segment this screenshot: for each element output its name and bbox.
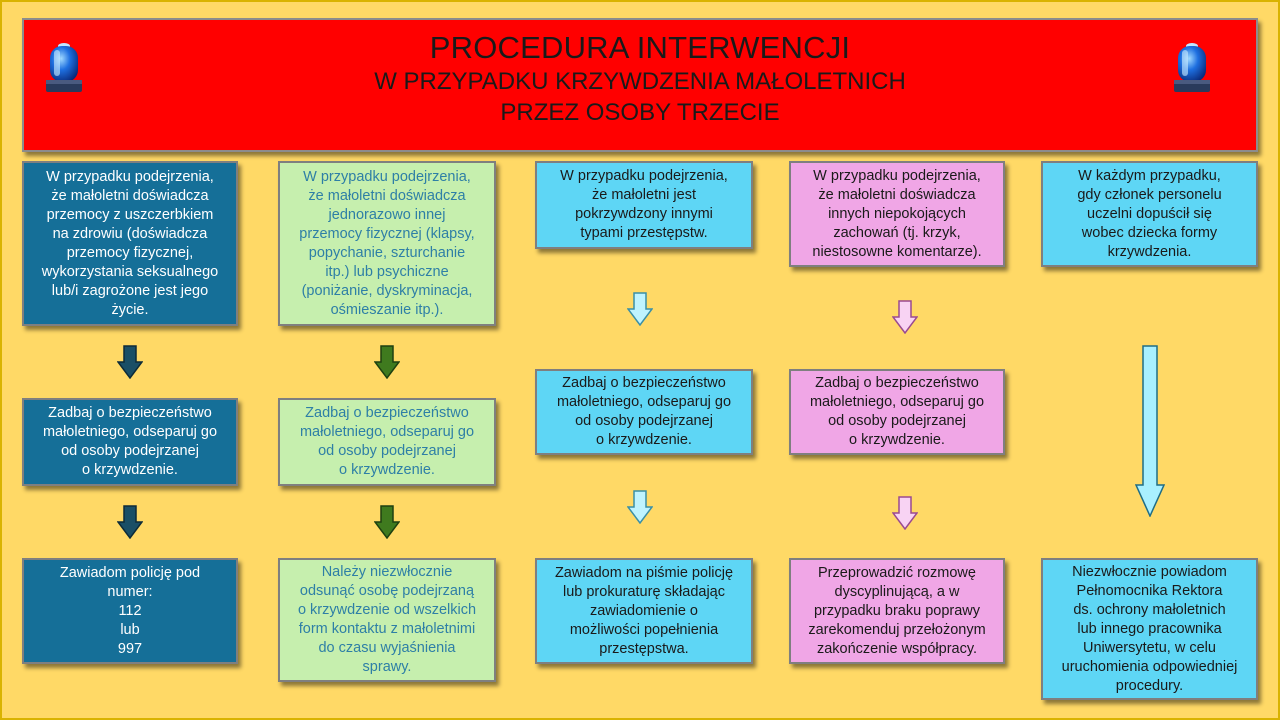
col4-condition-box: W przypadku podejrzenia, że małoletni doświadcza innych niepokojących zachowań (tj. krzyk, niestosowne komentarze). xyxy=(789,161,1005,267)
col1-action-box: Zawiadom policję pod numer: 112 lub 997 xyxy=(22,558,238,664)
siren-icon xyxy=(44,40,84,96)
arrow-down-icon xyxy=(892,496,918,530)
page-title: PROCEDURA INTERWENCJI xyxy=(429,30,851,65)
arrow-down-icon xyxy=(627,490,653,524)
col2-safety-box: Zadbaj o bezpieczeństwo małoletniego, odseparuj go od osoby podejrzanej o krzywdzenie. xyxy=(278,398,496,486)
arrow-down-icon xyxy=(374,345,400,379)
arrow-down-icon xyxy=(374,505,400,539)
col1-safety-box: Zadbaj o bezpieczeństwo małoletniego, odseparuj go od osoby podejrzanej o krzywdzenie. xyxy=(22,398,238,486)
col4-safety-box: Zadbaj o bezpieczeństwo małoletniego, odseparuj go od osoby podejrzanej o krzywdzenie. xyxy=(789,369,1005,455)
col5-action-box: Niezwłocznie powiadom Pełnomocnika Rektora ds. ochrony małoletnich lub innego pracownika Uniwersytetu, w celu uruchomienia odpowiedniej procedury. xyxy=(1041,558,1258,700)
header-banner xyxy=(22,18,1258,152)
col4-action-box: Przeprowadzić rozmowę dyscyplinującą, a w przypadku braku poprawy zarekomenduj przełożonym zakończenie współpracy. xyxy=(789,558,1005,664)
arrow-down-icon xyxy=(117,345,143,379)
arrow-down-icon xyxy=(117,505,143,539)
col1-condition-box: W przypadku podejrzenia, że małoletni doświadcza przemocy z uszczerbkiem na zdrowiu (doświadcza przemocy fizycznej, wykorzystania seksualnego lub/i zagrożone jest jego życie. xyxy=(22,161,238,326)
page-subtitle-line-1: W PRZYPADKU KRZYWDZENIA MAŁOLETNICH xyxy=(374,68,906,95)
col3-action-box: Zawiadom na piśmie policję lub prokuraturę składając zawiadomienie o możliwości popełnienia przestępstwa. xyxy=(535,558,753,664)
col2-action-box: Należy niezwłocznie odsunąć osobę podejrzaną o krzywdzenie od wszelkich form kontaktu z małoletnimi do czasu wyjaśnienia sprawy. xyxy=(278,558,496,682)
arrow-down-icon xyxy=(1135,345,1165,517)
col2-condition-box: W przypadku podejrzenia, że małoletni doświadcza jednorazowo innej przemocy fizycznej (klapsy, popychanie, szturchanie itp.) lub psychiczne (poniżanie, dyskryminacja, ośmieszanie itp.). xyxy=(278,161,496,326)
siren-icon xyxy=(1172,40,1212,96)
arrow-down-icon xyxy=(892,300,918,334)
col5-condition-box: W każdym przypadku, gdy członek personelu uczelni dopuścił się wobec dziecka formy krzywdzenia. xyxy=(1041,161,1258,267)
page-subtitle-line-2: PRZEZ OSOBY TRZECIE xyxy=(500,99,780,126)
arrow-down-icon xyxy=(627,292,653,326)
col3-safety-box: Zadbaj o bezpieczeństwo małoletniego, odseparuj go od osoby podejrzanej o krzywdzenie. xyxy=(535,369,753,455)
col3-condition-box: W przypadku podejrzenia, że małoletni jest pokrzywdzony innymi typami przestępstw. xyxy=(535,161,753,249)
